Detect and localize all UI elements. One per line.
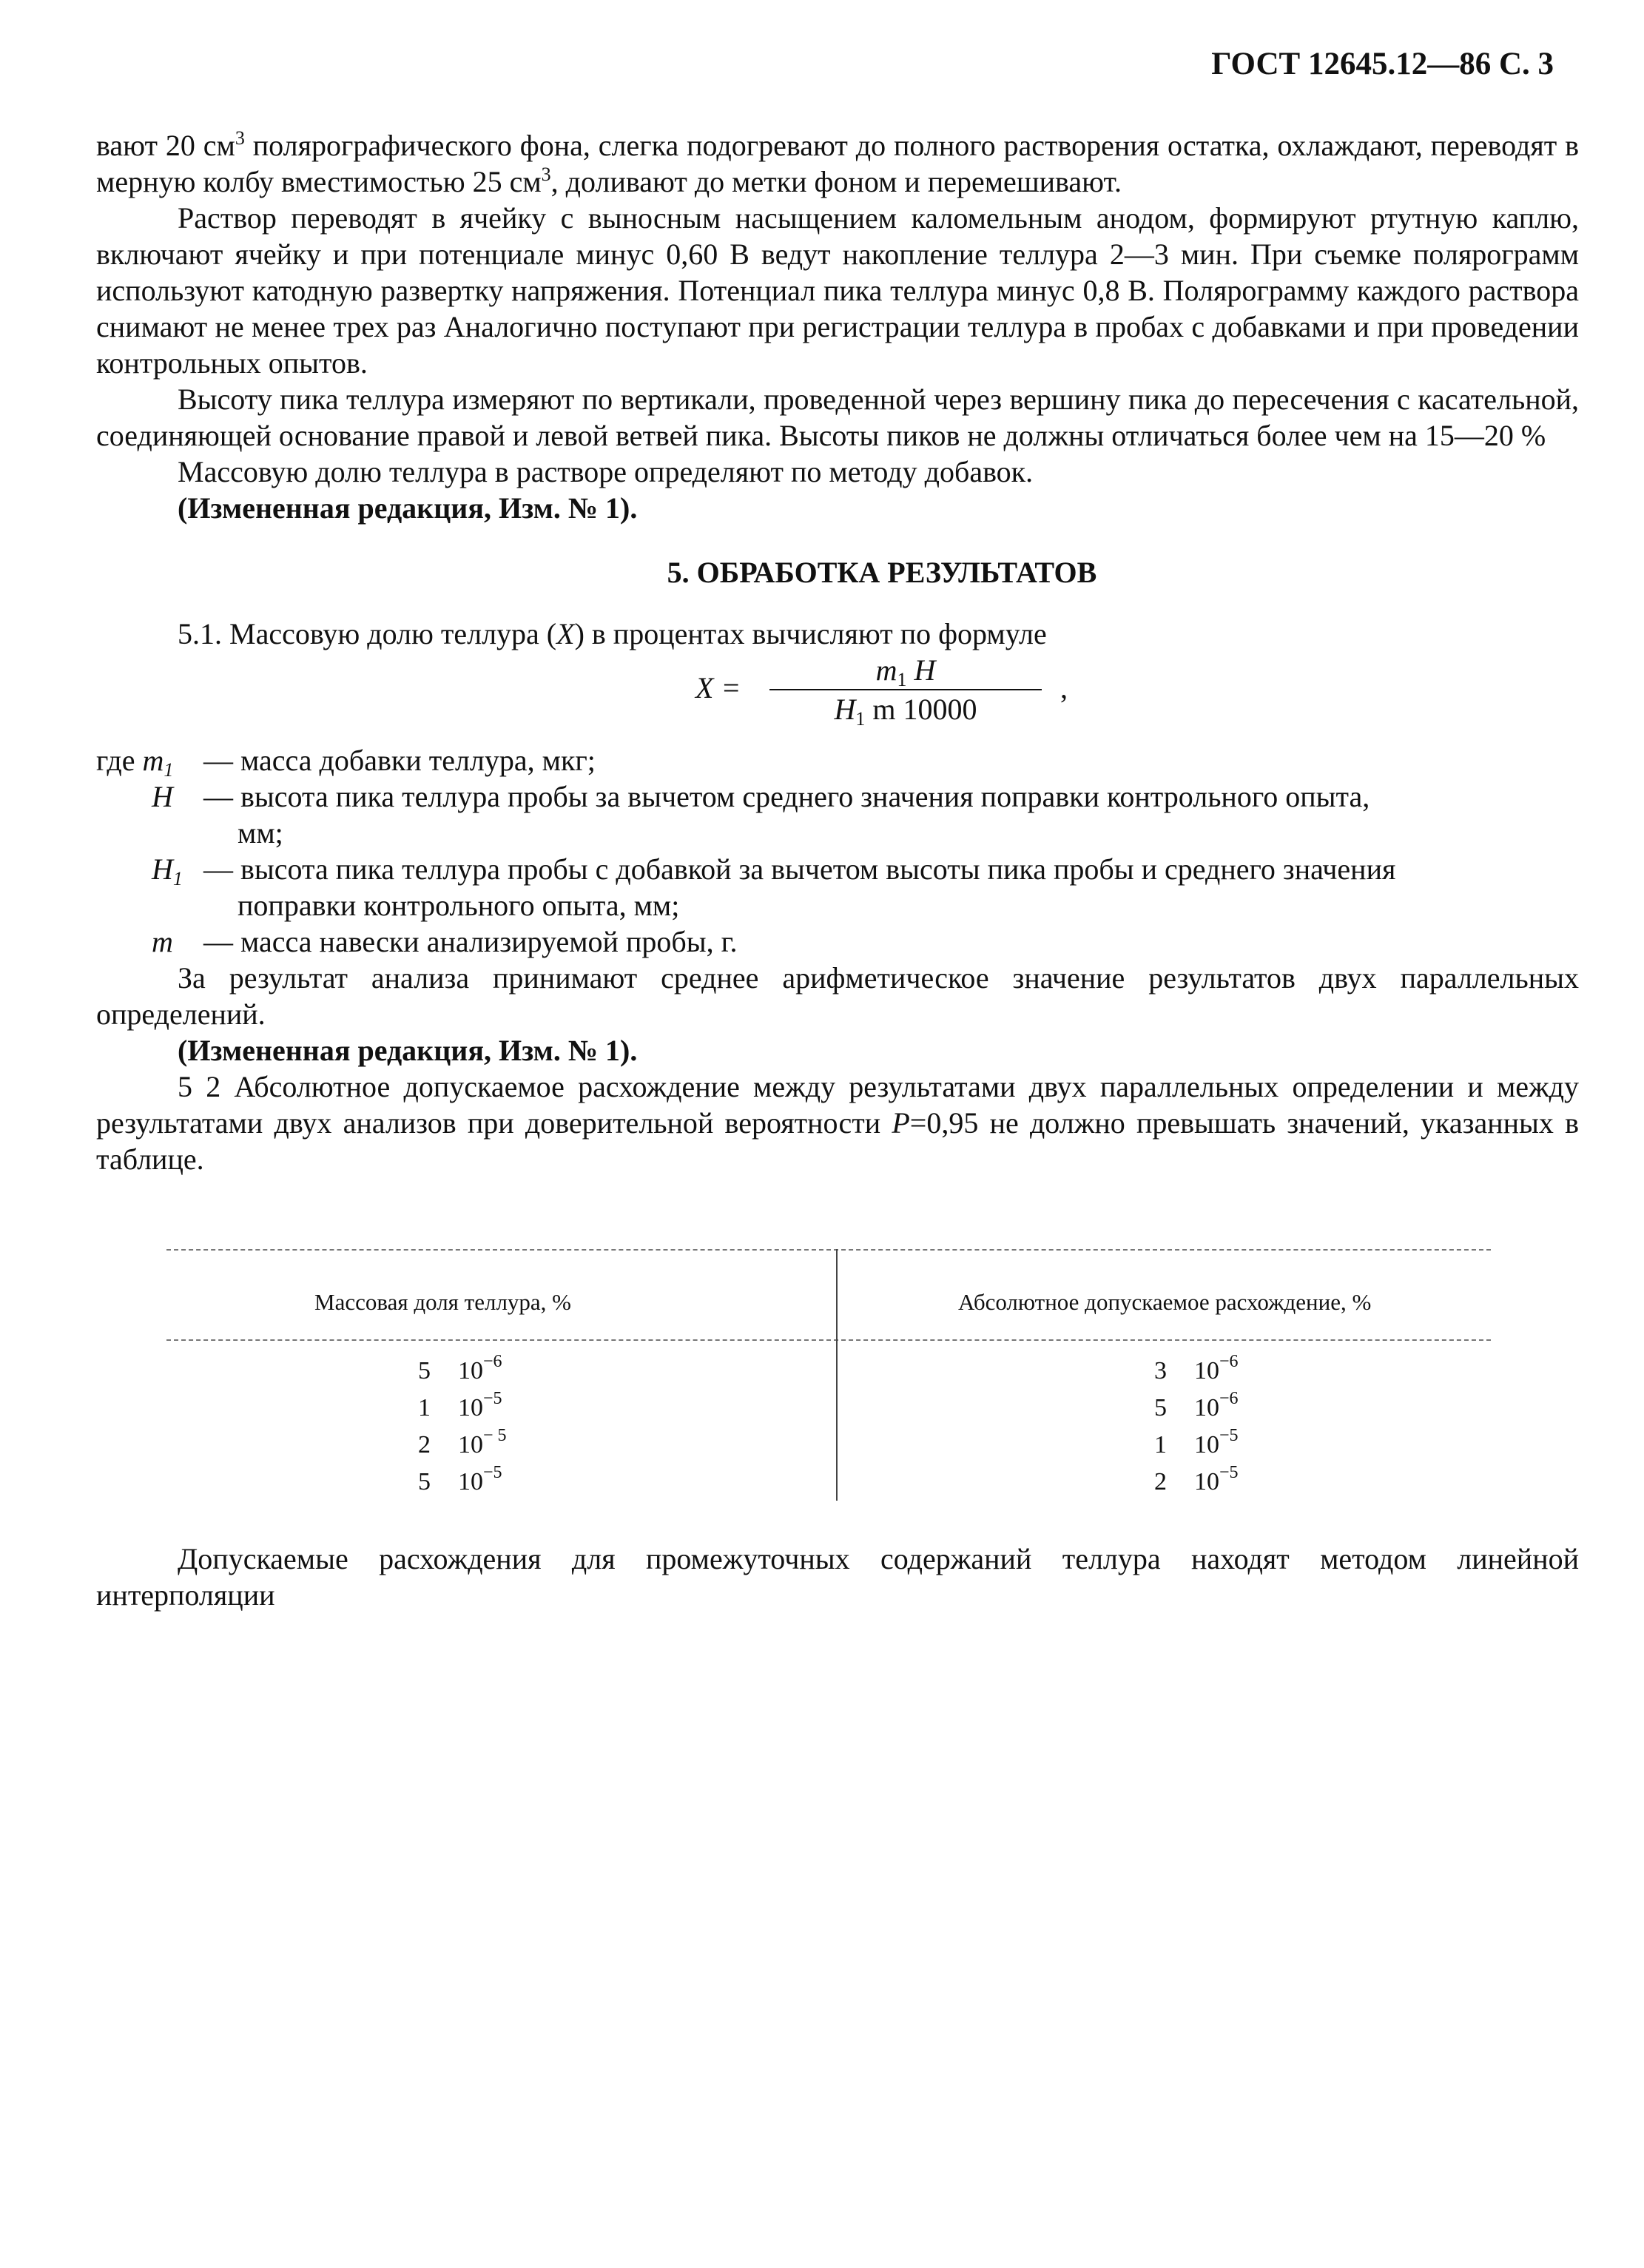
formula-denominator: $H_1$ m 10000 [834, 693, 977, 730]
table-cell: 5 $10^{-6}$ [1154, 1389, 1239, 1421]
table-cell: 1 $10^{-5}$ [1154, 1426, 1239, 1458]
document-body [96, 127, 1579, 1177]
running-header: ГОСТ 12645.12—86 С. 3 [1211, 47, 1554, 81]
table-cell: 2 $10^{- 5}$ [418, 1426, 507, 1458]
paragraph-result: За результат анализа принимают среднее арифметическое значение результатов двух параллельных определений. [96, 961, 1579, 1031]
table-header-tolerance: Абсолютное допускаемое расхождение, % [958, 1289, 1372, 1315]
table-cell: 5 $10^{-5}$ [418, 1463, 502, 1495]
formula-lhs: X = [695, 671, 741, 704]
clause-5-1: 5.1. Массовую долю теллура (X) в процентах вычисляют по формуле [178, 617, 1047, 650]
definition-text: — высота пика теллура пробы с добавкой за вычетом высоты пика пробы и среднего значения поправки контрольного опыта, мм; [203, 852, 1396, 922]
table-cell: 2 $10^{-5}$ [1154, 1463, 1239, 1495]
definition-symbol: $H_1$ [152, 852, 183, 889]
amendment-note: (Измененная редакция, Изм. № 1). [178, 1034, 638, 1067]
table-column-mass-fraction [418, 1353, 507, 1501]
formula [96, 653, 1579, 730]
table-header-mass-fraction: Массовая доля теллура, % [314, 1289, 572, 1315]
clause-5-2: 5 2 Абсолютное допускаемое расхождение между результатами двух параллельных определении и между результатами двух анализов при доверительной вероятности P=0,95 не должно превышать значений, указанных в таблице. [96, 1070, 1579, 1176]
table-cell: 1 $10^{-5}$ [418, 1389, 502, 1421]
definition-row [96, 923, 1579, 960]
closing-paragraph [96, 1541, 1579, 1613]
definition-symbol: где $m_1$ [96, 744, 174, 781]
definition-row [96, 851, 1579, 923]
paragraph-continuation: вают 20 $см^3$ полярографического фона, слегка подогревают до полного растворения остатка, охлаждают, переводят в мерную колбу вместимостью 25 $см^3$, доливают до метки фоном и перемешивают. [96, 127, 1580, 198]
table-column-divider [836, 1249, 838, 1501]
definition-row [96, 742, 1579, 781]
paragraph-peak-height: Высоту пика теллура измеряют по вертикали, проведенной через вершину пика до пересечения с касательной, соединяющей основание правой и левой ветвей пика. Высоты пиков не должны отличаться более чем на 15—20 % [96, 383, 1579, 452]
paragraph-additions-method: Массовую долю теллура в растворе определяют по методу добавок. [178, 455, 1034, 488]
table-cell: 3 $10^{-6}$ [1154, 1352, 1239, 1384]
table-header-rule [166, 1339, 1491, 1341]
formula-numerator: $m_1$ H [875, 653, 936, 690]
table-cell: 5 $10^{-6}$ [418, 1352, 502, 1384]
paragraph-interpolation: Допускаемые расхождения для промежуточных содержаний теллура находят методом линейной интерполяции [96, 1542, 1579, 1612]
definition-text: — масса добавки теллура, мкг; [203, 744, 596, 777]
definition-row [96, 778, 1579, 851]
table-column-tolerance [1154, 1353, 1239, 1501]
formula-fraction [769, 653, 1042, 730]
definition-symbol: m [152, 925, 173, 958]
amendment-note: (Измененная редакция, Изм. № 1). [178, 491, 638, 525]
variable-definitions [96, 742, 1579, 960]
table-top-rule [166, 1249, 1491, 1251]
definition-text: — масса навески анализируемой пробы, г. [203, 925, 738, 958]
definition-symbol: H [152, 780, 173, 813]
section-title: 5. ОБРАБОТКА РЕЗУЛЬТАТОВ [667, 556, 1097, 589]
paragraph-procedure: Раствор переводят в ячейку с выносным насыщением каломельным анодом, формируют ртутную каплю, включают ячейку и при потенциале минус 0,60 В ведут накопление теллура 2—3 мин. При съемке полярограмм используют катодную развертку напряжения. Потенциал пика теллура минус 0,8 В. Полярограмму каждого раствора снимают не менее трех раз Аналогично поступают при регистрации теллура в пробах с добавками и при проведении контрольных опытов. [96, 201, 1579, 380]
formula-comma: , [1060, 671, 1068, 704]
tolerance-table [166, 1249, 1491, 1501]
definition-text: — высота пика теллура пробы за вычетом среднего значения поправки контрольного опыта, мм; [203, 780, 1370, 849]
